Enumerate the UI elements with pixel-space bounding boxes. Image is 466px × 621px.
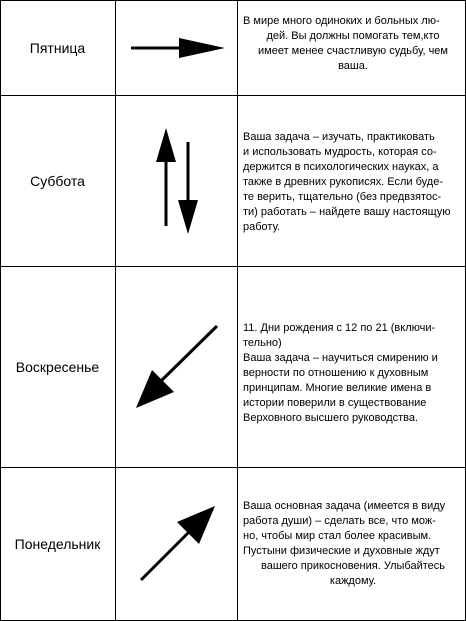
text-line: каждому.	[329, 575, 377, 587]
text-line: но, чтобы мир стал более красивым.	[243, 530, 432, 542]
right-arrow-icon	[116, 1, 237, 95]
text-line: и использовать мудрость, которая со-	[243, 146, 437, 158]
text-line: дей. Вы должны помогать тем,кто	[266, 30, 440, 42]
row-text	[243, 499, 463, 589]
row-text	[243, 14, 463, 74]
row-text	[243, 130, 463, 235]
text-line: вашего прикосновения. Улыбайтесь	[261, 560, 445, 572]
down-left-arrow-icon	[116, 267, 237, 467]
column-divider	[237, 0, 238, 621]
day-label: Понедельник	[14, 536, 101, 552]
text-line: верности по отношению к духовным	[243, 367, 429, 379]
text-line: те верить, тщательно (без предвзятос-	[243, 191, 442, 203]
up-down-arrows-icon	[116, 96, 237, 266]
text-line: тельно)	[243, 337, 282, 349]
text-line: В мире много одиноких и больных лю-	[243, 15, 440, 27]
day-label: Суббота	[30, 173, 85, 189]
text-line: истории поверили в существование	[243, 397, 427, 409]
day-label: Воскресенье	[15, 359, 100, 375]
text-line: работу.	[243, 221, 281, 233]
text-line: ти) работать – найдете вашу настоящую	[243, 206, 451, 218]
text-line: работа души) – сделать все, что мож-	[243, 515, 436, 527]
text-line: 11. Дни рождения с 12 по 21 (включи-	[243, 322, 436, 334]
text-line: ваша.	[338, 60, 368, 72]
text-line: Пустыни физические и духовные ждут	[243, 545, 440, 557]
text-line: держится в психологических науках, а	[243, 161, 439, 173]
day-label: Пятница	[29, 40, 86, 56]
text-line: принципам. Многие великие имена в	[243, 382, 432, 394]
row-text	[243, 321, 463, 426]
text-line: Ваша задача – научиться смирению и	[243, 352, 438, 364]
text-line: Верховного высшего руководства.	[243, 412, 419, 424]
text-line: имеет менее счастливую судьбу, чем	[258, 45, 448, 57]
text-line: Ваша задача – изучать, практиковать	[243, 131, 435, 143]
up-right-arrow-icon	[116, 468, 237, 620]
text-line: Ваша основная задача (имеется в виду	[243, 500, 446, 512]
text-line: также в древних рукописях. Если буде-	[243, 176, 443, 188]
